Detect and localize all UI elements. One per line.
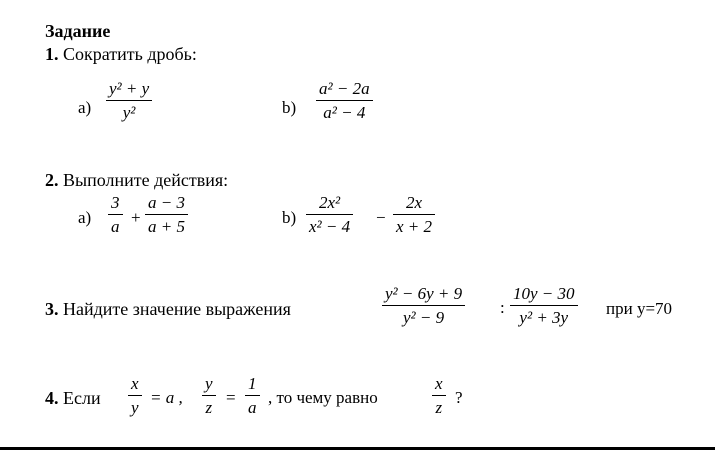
fraction-numerator: 2x² [318, 193, 341, 212]
fraction-denominator: y² − 9 [403, 308, 445, 327]
task-2-number: 2. [45, 170, 59, 190]
task-2a-fraction-1 [108, 193, 123, 236]
task-1-number: 1. [45, 44, 59, 64]
fraction-numerator: 3 [111, 193, 120, 212]
fraction-denominator: z [435, 398, 443, 417]
fraction-numerator: y² − 6y + 9 [385, 284, 463, 303]
task-1-title [45, 44, 197, 65]
task-3-text: Найдите значение выражения [63, 299, 291, 319]
task-3-title [45, 299, 291, 320]
fraction-denominator: a [111, 217, 120, 236]
task-4-fraction-1-a [245, 374, 260, 417]
task-2b-label: b) [282, 208, 297, 227]
task-4-intro [45, 388, 101, 409]
task-4-fraction-x-y [128, 374, 142, 417]
fraction-denominator: x + 2 [396, 217, 433, 236]
task-4-equals: = [226, 388, 236, 407]
task-2b-fraction-1 [306, 193, 353, 236]
operator-plus: + [131, 208, 141, 227]
task-4-question-text: , то чему равно [268, 388, 378, 407]
fraction-numerator: x [435, 374, 443, 393]
task-3-fraction-2 [510, 284, 578, 327]
fraction-denominator: a + 5 [148, 217, 185, 236]
task-2-title [45, 170, 228, 191]
task-2-text: Выполните действия: [63, 170, 229, 190]
fraction-numerator: a − 3 [148, 193, 185, 212]
fraction-denominator: a² − 4 [323, 103, 366, 122]
fraction-denominator: y [131, 398, 139, 417]
fraction-numerator: 10y − 30 [513, 284, 575, 303]
task-1-text: Сократить дробь: [63, 44, 197, 64]
fraction-numerator: 2x [405, 193, 423, 212]
task-4-fraction-x-z [432, 374, 446, 417]
operator-divide: : [500, 298, 505, 317]
fraction-numerator: a² − 2a [319, 79, 370, 98]
fraction-numerator: 1 [248, 374, 257, 393]
fraction-numerator: y² + y [109, 79, 150, 98]
task-1a-label: a) [78, 98, 92, 117]
fraction-denominator: y² [122, 103, 136, 122]
fraction-denominator: a [248, 398, 257, 417]
fraction-numerator: y [205, 374, 213, 393]
task-3-condition: при y=70 [606, 299, 673, 318]
bottom-border-rule [0, 447, 715, 450]
task-4-text-if: Если [63, 388, 101, 408]
task-1a-fraction [106, 79, 152, 122]
operator-minus: − [376, 208, 386, 227]
task-2b-fraction-2 [393, 193, 435, 236]
fraction-denominator: z [205, 398, 213, 417]
fraction-denominator: x² − 4 [309, 217, 351, 236]
fraction-denominator: y² + 3y [519, 308, 569, 327]
fraction-numerator: x [131, 374, 139, 393]
task-2a-fraction-2 [145, 193, 188, 236]
task-3-fraction-1 [382, 284, 465, 327]
task-1b-label: b) [282, 98, 297, 117]
task-4-question-mark: ? [455, 388, 463, 407]
task-2a-label: a) [78, 208, 92, 227]
task-3-number: 3. [45, 299, 59, 319]
task-4-fraction-y-z [202, 374, 216, 417]
task-4-number: 4. [45, 388, 59, 408]
task-4-equals-a: = a , [150, 388, 183, 407]
page-heading: Задание [45, 21, 111, 41]
task-1b-fraction [316, 79, 373, 122]
